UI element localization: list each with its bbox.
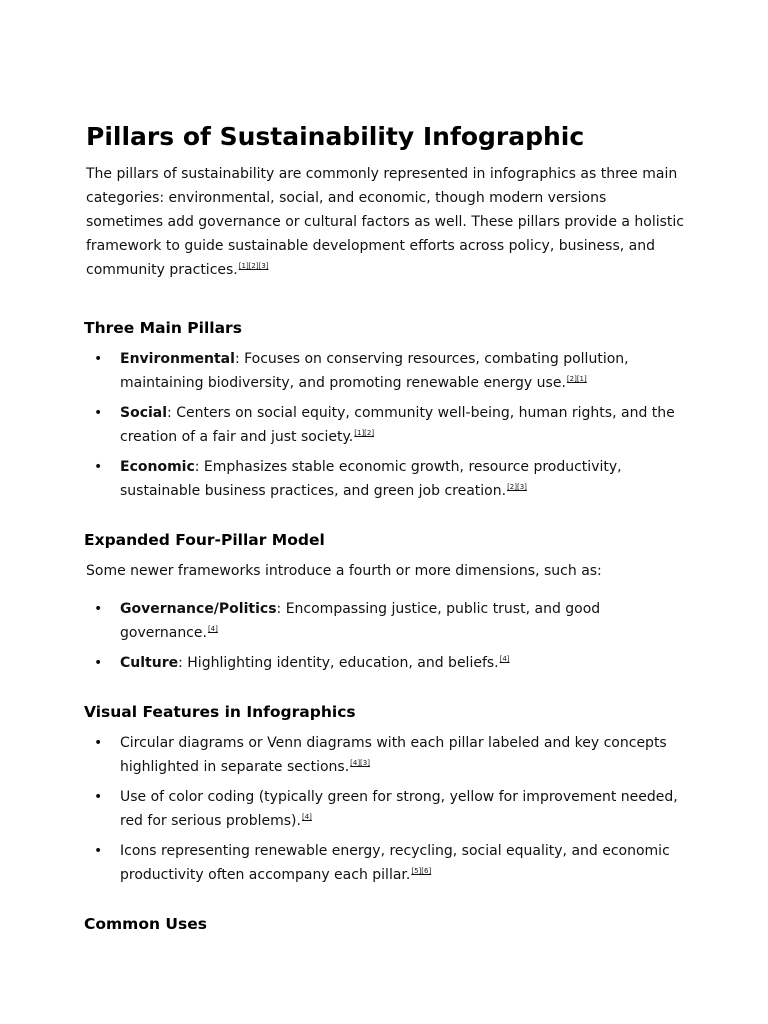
page-title: Pillars of Sustainability Infographic — [86, 122, 585, 151]
list-item — [86, 347, 684, 395]
four-pillar-list — [86, 597, 684, 675]
intro-citation[interactable]: [1][2][3] — [238, 262, 269, 270]
list-item — [86, 651, 684, 675]
list-item-text: : Emphasizes stable economic growth, resource productivity, sustainable business practices, and green job creation. — [120, 459, 622, 499]
bullet-icon: • — [94, 789, 103, 805]
visual-features-list — [86, 731, 684, 887]
list-item-text: : Encompassing justice, public trust, and good governance. — [120, 601, 601, 641]
section-heading-visual-features: Visual Features in Infographics — [84, 703, 356, 721]
list-item-text: : Focuses on conserving resources, combating pollution, maintaining biodiversity, and promoting renewable energy use. — [120, 351, 629, 391]
three-pillars-list — [86, 347, 684, 503]
bullet-icon: • — [94, 655, 103, 671]
bullet-icon: • — [94, 843, 103, 859]
section-heading-expanded-four-pillar-model: Expanded Four-Pillar Model — [84, 531, 325, 549]
bullet-icon: • — [94, 459, 103, 475]
bullet-icon: • — [94, 601, 103, 617]
section-heading-common-uses: Common Uses — [84, 915, 207, 933]
citation-link[interactable]: [4] — [499, 655, 510, 663]
bullet-icon: • — [94, 405, 103, 421]
list-item — [86, 839, 684, 887]
citation-link[interactable]: [5][6] — [411, 867, 432, 875]
list-item — [86, 401, 684, 449]
list-item-term: Environmental — [120, 351, 235, 367]
citation-link[interactable]: [1][2] — [354, 429, 375, 437]
citation-link[interactable]: [2][1] — [566, 375, 587, 383]
citation-link[interactable]: [4] — [301, 813, 312, 821]
bullet-icon: • — [94, 351, 103, 367]
list-item-term: Culture — [120, 655, 179, 671]
list-item-term: Governance/Politics — [120, 601, 277, 617]
section-heading-three-main-pillars: Three Main Pillars — [84, 319, 242, 337]
list-item-text: Icons representing renewable energy, recycling, social equality, and economic productivity often accompany each pillar. — [120, 843, 670, 883]
list-item — [86, 455, 684, 503]
list-item — [86, 785, 684, 833]
citation-link[interactable]: [4][3] — [350, 759, 370, 767]
citation-link[interactable]: [2][3] — [507, 483, 527, 491]
list-item — [86, 731, 684, 779]
list-item — [86, 597, 684, 645]
list-item-term: Economic — [120, 459, 195, 475]
intro-text: The pillars of sustainability are commonly represented in infographics as three main categories: environmental, social, and economic, though modern versions sometimes add governance or cultural factors as well. These pillars provide a holistic framework to guide sustainable development efforts across policy, business, and community practices. — [86, 166, 685, 278]
list-item-term: Social — [120, 405, 168, 421]
section-lead-text: Some newer frameworks introduce a fourth or more dimensions, such as: — [86, 563, 602, 579]
list-item-text: Circular diagrams or Venn diagrams with each pillar labeled and key concepts highlighted in separate sections. — [120, 735, 667, 775]
list-item-text: : Centers on social equity, community well-being, human rights, and the creation of a fair and just society. — [120, 405, 675, 445]
list-item-text: Use of color coding (typically green for strong, yellow for improvement needed, red for serious problems). — [120, 789, 678, 829]
intro-paragraph — [86, 162, 684, 282]
citation-link[interactable]: [4] — [207, 625, 218, 633]
list-item-text: : Highlighting identity, education, and beliefs. — [178, 655, 499, 671]
bullet-icon: • — [94, 735, 103, 751]
